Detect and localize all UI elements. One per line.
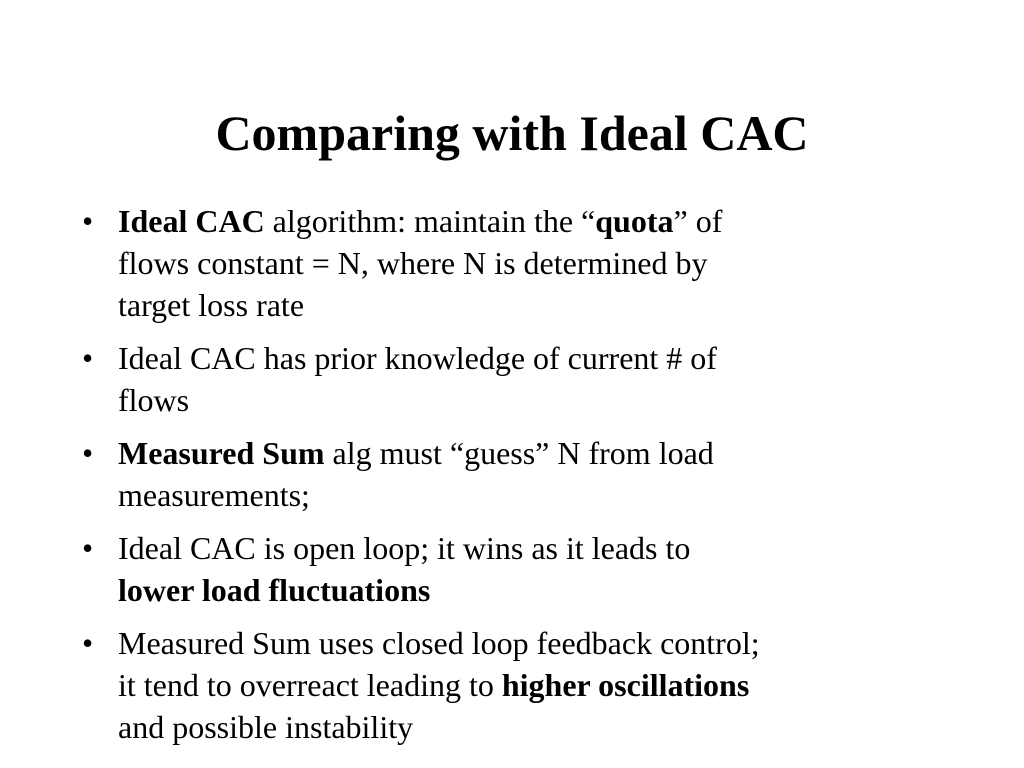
bullet-dot-icon: • [82,340,94,376]
bullet-item [76,432,956,516]
text-run: algorithm: maintain the “ [264,203,596,239]
bullet-line: Ideal CAC has prior knowledge of current # of [118,340,717,376]
bullet-line: flows constant = N, where N is determined by [118,245,708,281]
bold-term: higher oscillations [501,667,750,703]
bullet-line: flows [118,382,190,418]
bullet-line: target loss rate [118,287,305,323]
text-run: it tend to overreact leading to [118,667,502,703]
bullet-line [118,432,956,474]
bullet-dot-icon: • [82,625,94,661]
text-run: alg must “guess” N from load [324,435,714,471]
bullet-line [118,200,956,242]
bullet-line: Ideal CAC is open loop; it wins as it leads to [118,530,691,566]
text-run: ” of [673,203,723,239]
bullet-item [76,337,956,421]
bold-term: Ideal CAC [118,203,265,239]
bullet-line: measurements; [118,477,310,513]
bullet-dot-icon: • [82,530,94,566]
bold-term: lower load fluctuations [118,572,431,608]
bullet-list [76,200,956,759]
bullet-item [76,200,956,326]
bold-term: Measured Sum [118,435,325,471]
bold-term: quota [595,203,674,239]
bullet-item [76,622,956,748]
bullet-item [76,527,956,611]
bullet-line: and possible instability [118,709,414,745]
slide-title: Comparing with Ideal CAC [215,105,809,161]
bullet-dot-icon: • [82,203,94,239]
bullet-line: Measured Sum uses closed loop feedback control; [118,625,760,661]
bullet-line [118,569,956,611]
bullet-dot-icon: • [82,435,94,471]
bullet-line [118,664,956,706]
